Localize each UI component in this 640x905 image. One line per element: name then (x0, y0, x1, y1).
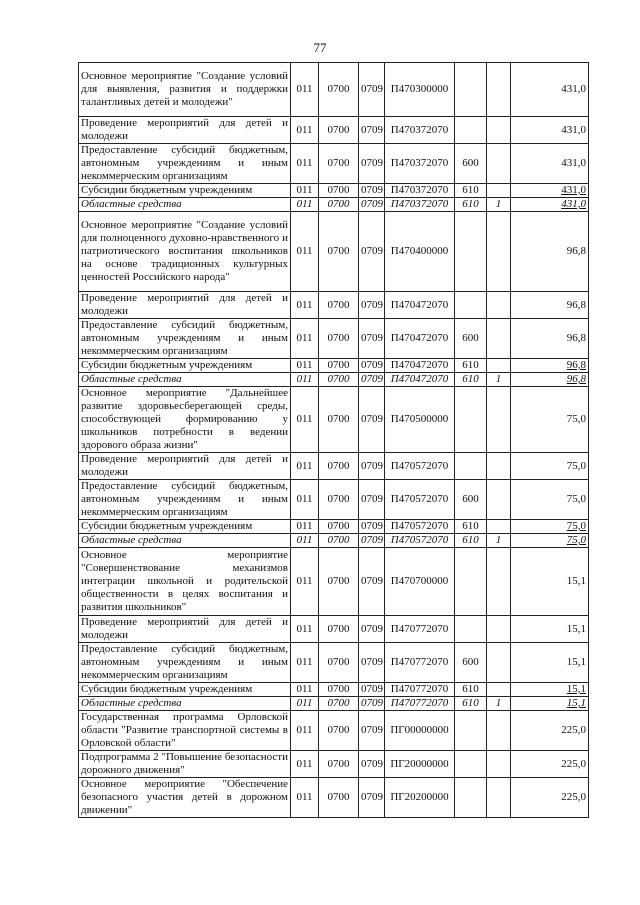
section-code: 0700 (319, 63, 359, 117)
target-article-code: П470472070 (385, 319, 455, 359)
row-name: Областные средства (79, 198, 291, 212)
expense-type-code (455, 548, 487, 616)
ministry-code: 011 (291, 616, 319, 643)
table-row (79, 683, 589, 697)
table-row (79, 534, 589, 548)
expense-type-code: 600 (455, 319, 487, 359)
subsection-code: 0709 (359, 373, 385, 387)
amount: 15,1 (511, 697, 589, 711)
row-name: Проведение мероприятий для детей и молодежи (79, 292, 291, 319)
target-article-code: П470772070 (385, 643, 455, 683)
expense-type-code: 610 (455, 520, 487, 534)
subsection-code: 0709 (359, 198, 385, 212)
section-code: 0700 (319, 616, 359, 643)
ministry-code: 011 (291, 184, 319, 198)
funding-source-code (487, 683, 511, 697)
ministry-code: 011 (291, 212, 319, 292)
funding-source-code (487, 212, 511, 292)
amount: 225,0 (511, 751, 589, 778)
amount: 75,0 (511, 520, 589, 534)
ministry-code: 011 (291, 643, 319, 683)
funding-source-code (487, 616, 511, 643)
ministry-code: 011 (291, 751, 319, 778)
amount: 15,1 (511, 683, 589, 697)
section-code: 0700 (319, 480, 359, 520)
subsection-code: 0709 (359, 292, 385, 319)
section-code: 0700 (319, 778, 359, 818)
funding-source-code (487, 63, 511, 117)
expense-type-code (455, 63, 487, 117)
table-row (79, 144, 589, 184)
row-name: Областные средства (79, 697, 291, 711)
amount: 431,0 (511, 63, 589, 117)
table-row (79, 697, 589, 711)
ministry-code: 011 (291, 373, 319, 387)
expense-type-code: 610 (455, 534, 487, 548)
section-code: 0700 (319, 184, 359, 198)
section-code: 0700 (319, 534, 359, 548)
ministry-code: 011 (291, 387, 319, 453)
section-code: 0700 (319, 643, 359, 683)
subsection-code: 0709 (359, 683, 385, 697)
funding-source-code (487, 144, 511, 184)
funding-source-code (487, 520, 511, 534)
ministry-code: 011 (291, 534, 319, 548)
table-row (79, 778, 589, 818)
table-row (79, 359, 589, 373)
table-row (79, 520, 589, 534)
row-name: Субсидии бюджетным учреждениям (79, 520, 291, 534)
section-code: 0700 (319, 683, 359, 697)
funding-source-code: 1 (487, 697, 511, 711)
amount: 15,1 (511, 616, 589, 643)
row-name: Предоставление субсидий бюджетным, автономным учреждениям и иным некоммерческим организациям (79, 319, 291, 359)
expense-type-code: 610 (455, 697, 487, 711)
subsection-code: 0709 (359, 548, 385, 616)
ministry-code: 011 (291, 292, 319, 319)
target-article-code: П470772070 (385, 616, 455, 643)
table-row (79, 616, 589, 643)
funding-source-code (487, 117, 511, 144)
subsection-code: 0709 (359, 212, 385, 292)
budget-table (78, 62, 589, 818)
ministry-code: 011 (291, 711, 319, 751)
row-name: Предоставление субсидий бюджетным, автономным учреждениям и иным некоммерческим организациям (79, 643, 291, 683)
expense-type-code (455, 292, 487, 319)
section-code: 0700 (319, 198, 359, 212)
target-article-code: П470372070 (385, 144, 455, 184)
funding-source-code (487, 359, 511, 373)
amount: 225,0 (511, 778, 589, 818)
ministry-code: 011 (291, 480, 319, 520)
target-article-code: ПГ20000000 (385, 751, 455, 778)
row-name: Субсидии бюджетным учреждениям (79, 359, 291, 373)
amount: 96,8 (511, 319, 589, 359)
funding-source-code (487, 292, 511, 319)
funding-source-code (487, 319, 511, 359)
ministry-code: 011 (291, 63, 319, 117)
section-code: 0700 (319, 319, 359, 359)
funding-source-code (487, 548, 511, 616)
row-name: Государственная программа Орловской области "Развитие транспортной системы в Орловской области" (79, 711, 291, 751)
target-article-code: П470700000 (385, 548, 455, 616)
ministry-code: 011 (291, 548, 319, 616)
subsection-code: 0709 (359, 520, 385, 534)
section-code: 0700 (319, 548, 359, 616)
row-name: Субсидии бюджетным учреждениям (79, 683, 291, 697)
table-row (79, 117, 589, 144)
ministry-code: 011 (291, 683, 319, 697)
target-article-code: ПГ00000000 (385, 711, 455, 751)
expense-type-code (455, 387, 487, 453)
amount: 225,0 (511, 711, 589, 751)
row-name: Основное мероприятие "Дальнейшее развитие здоровьесберегающей среды, способствующей формированию у школьников потребности в ведении здорового образа жизни" (79, 387, 291, 453)
amount: 75,0 (511, 453, 589, 480)
table-row (79, 548, 589, 616)
amount: 75,0 (511, 534, 589, 548)
subsection-code: 0709 (359, 63, 385, 117)
budget-rows (79, 63, 589, 818)
ministry-code: 011 (291, 520, 319, 534)
section-code: 0700 (319, 373, 359, 387)
funding-source-code: 1 (487, 373, 511, 387)
row-name: Проведение мероприятий для детей и молодежи (79, 453, 291, 480)
table-row (79, 212, 589, 292)
subsection-code: 0709 (359, 117, 385, 144)
table-row (79, 387, 589, 453)
subsection-code: 0709 (359, 319, 385, 359)
table-row (79, 184, 589, 198)
amount: 75,0 (511, 387, 589, 453)
ministry-code: 011 (291, 453, 319, 480)
table-row (79, 711, 589, 751)
amount: 96,8 (511, 292, 589, 319)
row-name: Подпрограмма 2 "Повышение безопасности дорожного движения" (79, 751, 291, 778)
amount: 96,8 (511, 212, 589, 292)
funding-source-code (487, 453, 511, 480)
expense-type-code (455, 616, 487, 643)
section-code: 0700 (319, 711, 359, 751)
ministry-code: 011 (291, 778, 319, 818)
table-row (79, 453, 589, 480)
section-code: 0700 (319, 212, 359, 292)
ministry-code: 011 (291, 144, 319, 184)
ministry-code: 011 (291, 117, 319, 144)
subsection-code: 0709 (359, 480, 385, 520)
funding-source-code: 1 (487, 198, 511, 212)
page-number: 77 (313, 40, 327, 55)
target-article-code: П470472070 (385, 373, 455, 387)
target-article-code: П470572070 (385, 520, 455, 534)
subsection-code: 0709 (359, 359, 385, 373)
row-name: Проведение мероприятий для детей и молодежи (79, 117, 291, 144)
table-row (79, 319, 589, 359)
expense-type-code: 610 (455, 683, 487, 697)
subsection-code: 0709 (359, 453, 385, 480)
amount: 431,0 (511, 184, 589, 198)
table-row (79, 480, 589, 520)
funding-source-code (487, 480, 511, 520)
funding-source-code (487, 643, 511, 683)
target-article-code: П470372070 (385, 117, 455, 144)
row-name: Предоставление субсидий бюджетным, автономным учреждениям и иным некоммерческим организациям (79, 144, 291, 184)
expense-type-code: 600 (455, 643, 487, 683)
subsection-code: 0709 (359, 711, 385, 751)
funding-source-code (487, 778, 511, 818)
target-article-code: П470372070 (385, 198, 455, 212)
target-article-code: ПГ20200000 (385, 778, 455, 818)
funding-source-code (487, 751, 511, 778)
target-article-code: П470372070 (385, 184, 455, 198)
expense-type-code: 610 (455, 373, 487, 387)
amount: 96,8 (511, 359, 589, 373)
ministry-code: 011 (291, 198, 319, 212)
funding-source-code: 1 (487, 534, 511, 548)
row-name: Основное мероприятие "Создание условий для полноценного духовно-нравственного и патриотического воспитания школьников на основе традиционных культурных ценностей Российского народа" (79, 212, 291, 292)
subsection-code: 0709 (359, 778, 385, 818)
expense-type-code (455, 711, 487, 751)
subsection-code: 0709 (359, 616, 385, 643)
table-row (79, 198, 589, 212)
section-code: 0700 (319, 520, 359, 534)
amount: 96,8 (511, 373, 589, 387)
row-name: Основное мероприятие "Создание условий для выявления, развития и поддержки талантливых детей и молодежи" (79, 63, 291, 117)
row-name: Областные средства (79, 373, 291, 387)
section-code: 0700 (319, 453, 359, 480)
section-code: 0700 (319, 697, 359, 711)
row-name: Субсидии бюджетным учреждениям (79, 184, 291, 198)
amount: 75,0 (511, 480, 589, 520)
expense-type-code (455, 453, 487, 480)
row-name: Основное мероприятие "Обеспечение безопасного участия детей в дорожном движении" (79, 778, 291, 818)
section-code: 0700 (319, 144, 359, 184)
target-article-code: П470572070 (385, 453, 455, 480)
row-name: Областные средства (79, 534, 291, 548)
row-name: Предоставление субсидий бюджетным, автономным учреждениям и иным некоммерческим организациям (79, 480, 291, 520)
subsection-code: 0709 (359, 144, 385, 184)
expense-type-code: 610 (455, 184, 487, 198)
target-article-code: П470572070 (385, 480, 455, 520)
subsection-code: 0709 (359, 387, 385, 453)
target-article-code: П470772070 (385, 697, 455, 711)
subsection-code: 0709 (359, 697, 385, 711)
subsection-code: 0709 (359, 184, 385, 198)
table-row (79, 373, 589, 387)
section-code: 0700 (319, 117, 359, 144)
section-code: 0700 (319, 751, 359, 778)
row-name: Проведение мероприятий для детей и молодежи (79, 616, 291, 643)
target-article-code: П470400000 (385, 212, 455, 292)
funding-source-code (487, 387, 511, 453)
expense-type-code (455, 778, 487, 818)
amount: 431,0 (511, 198, 589, 212)
expense-type-code: 610 (455, 198, 487, 212)
amount: 15,1 (511, 643, 589, 683)
target-article-code: П470300000 (385, 63, 455, 117)
expense-type-code: 600 (455, 480, 487, 520)
amount: 15,1 (511, 548, 589, 616)
expense-type-code (455, 751, 487, 778)
amount: 431,0 (511, 144, 589, 184)
funding-source-code (487, 184, 511, 198)
ministry-code: 011 (291, 359, 319, 373)
expense-type-code: 610 (455, 359, 487, 373)
section-code: 0700 (319, 387, 359, 453)
target-article-code: П470772070 (385, 683, 455, 697)
target-article-code: П470472070 (385, 359, 455, 373)
ministry-code: 011 (291, 319, 319, 359)
funding-source-code (487, 711, 511, 751)
target-article-code: П470572070 (385, 534, 455, 548)
target-article-code: П470500000 (385, 387, 455, 453)
expense-type-code (455, 212, 487, 292)
target-article-code: П470472070 (385, 292, 455, 319)
table-row (79, 292, 589, 319)
table-row (79, 751, 589, 778)
table-row (79, 643, 589, 683)
expense-type-code: 600 (455, 144, 487, 184)
section-code: 0700 (319, 292, 359, 319)
subsection-code: 0709 (359, 643, 385, 683)
table-row (79, 63, 589, 117)
amount: 431,0 (511, 117, 589, 144)
expense-type-code (455, 117, 487, 144)
subsection-code: 0709 (359, 534, 385, 548)
subsection-code: 0709 (359, 751, 385, 778)
section-code: 0700 (319, 359, 359, 373)
row-name: Основное мероприятие "Совершенствование механизмов интеграции школьной и родительской общественности в целях воспитания и развития школьников" (79, 548, 291, 616)
ministry-code: 011 (291, 697, 319, 711)
